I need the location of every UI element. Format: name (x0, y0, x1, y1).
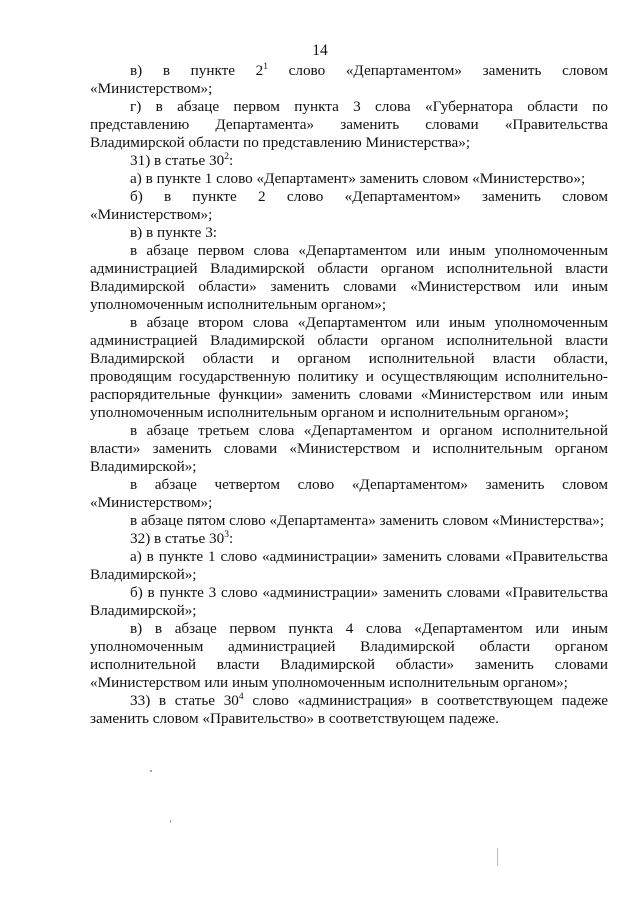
paragraph-text: в абзаце третьем слова «Департаментом и органом исполнительной власти» заменить словами «Министерством и исполнительным органом Владимирской»; (90, 422, 608, 475)
paragraph-text: : (228, 530, 234, 547)
paragraph (90, 530, 608, 548)
paragraph-text: в) в абзаце первом пункта 4 слова «Департаментом или иным уполномоченным администрацией Владимирской области органом исполнительной власти Владимирской области» заменить словами «Министерством или иным уполномоченным исполнительным органом»; (90, 620, 608, 691)
paragraph (90, 548, 608, 584)
paragraph (90, 242, 608, 314)
paragraph-text: г) в абзаце первом пункта 3 слова «Губернатора области по представлению Департамента» заменить словами «Правительства Владимирской области по представлению Министерства»; (90, 98, 608, 151)
paragraph (90, 62, 608, 98)
paragraph-text: в абзаце четвертом слово «Департаментом» заменить словом «Министерством»; (90, 476, 608, 511)
paragraph-text: 32) в статье 30 (130, 530, 225, 547)
paragraph (90, 512, 608, 530)
paragraph-text: 33) в статье 30 (130, 692, 239, 709)
superscript: 3 (224, 530, 229, 540)
paragraph-text: слово «Департаментом» заменить словом «Министерством»; (90, 62, 609, 97)
paragraph (90, 170, 608, 188)
paragraph (90, 620, 608, 692)
paragraph (90, 476, 608, 512)
document-body (90, 62, 608, 728)
scan-speck (497, 848, 498, 866)
paragraph (90, 98, 608, 152)
superscript: 4 (238, 692, 244, 702)
paragraph-text: б) в пункте 3 слово «администрации» заменить словами «Правительства Владимирской»; (90, 584, 608, 619)
paragraph (90, 224, 608, 242)
paragraph-text: в) в пункте 2 (130, 62, 264, 79)
superscript: 2 (224, 152, 229, 162)
paragraph (90, 152, 608, 170)
paragraph-text: в абзаце втором слова «Департаментом или иным уполномоченным администрацией Владимирской области органом исполнительной власти Владимирской области и органом исполнительной власти области, проводящим государственную политику и осуществляющим исполнительно-распорядительные функции» заменить словами «Министерством или иным уполномоченным исполнительным органом и исполнительным органом»; (90, 314, 608, 421)
paragraph-text: : (228, 152, 234, 169)
paragraph (90, 188, 608, 224)
paragraph-text: а) в пункте 1 слово «администрации» заменить словами «Правительства Владимирской»; (90, 548, 608, 583)
paragraph-text: в абзаце пятом слово «Департамента» заменить словом «Министерства»; (130, 512, 605, 529)
paragraph-text: 31) в статье 30 (130, 152, 225, 169)
paragraph (90, 314, 608, 422)
page-number: 14 (312, 42, 328, 59)
paragraph (90, 692, 608, 728)
paragraph-text: б) в пункте 2 слово «Департаментом» заменить словом «Министерством»; (90, 188, 608, 223)
paragraph-text: а) в пункте 1 слово «Департамент» заменить словом «Министерство»; (130, 170, 586, 187)
paragraph (90, 584, 608, 620)
paragraph-text: в абзаце первом слова «Департаментом или иным уполномоченным администрацией Владимирской области органом исполнительной власти Владимирской области» заменить словами «Министерством или иным уполномоченным исполнительным органом»; (90, 242, 608, 313)
scan-speck (150, 770, 152, 772)
paragraph (90, 422, 608, 476)
paragraph-text: слово «администрация» в соответствующем падеже заменить словом «Правительство» в соответствующем падеже. (90, 692, 609, 727)
paragraph-text: в) в пункте 3: (130, 224, 218, 241)
superscript: 1 (263, 62, 269, 72)
scan-speck (170, 820, 171, 823)
